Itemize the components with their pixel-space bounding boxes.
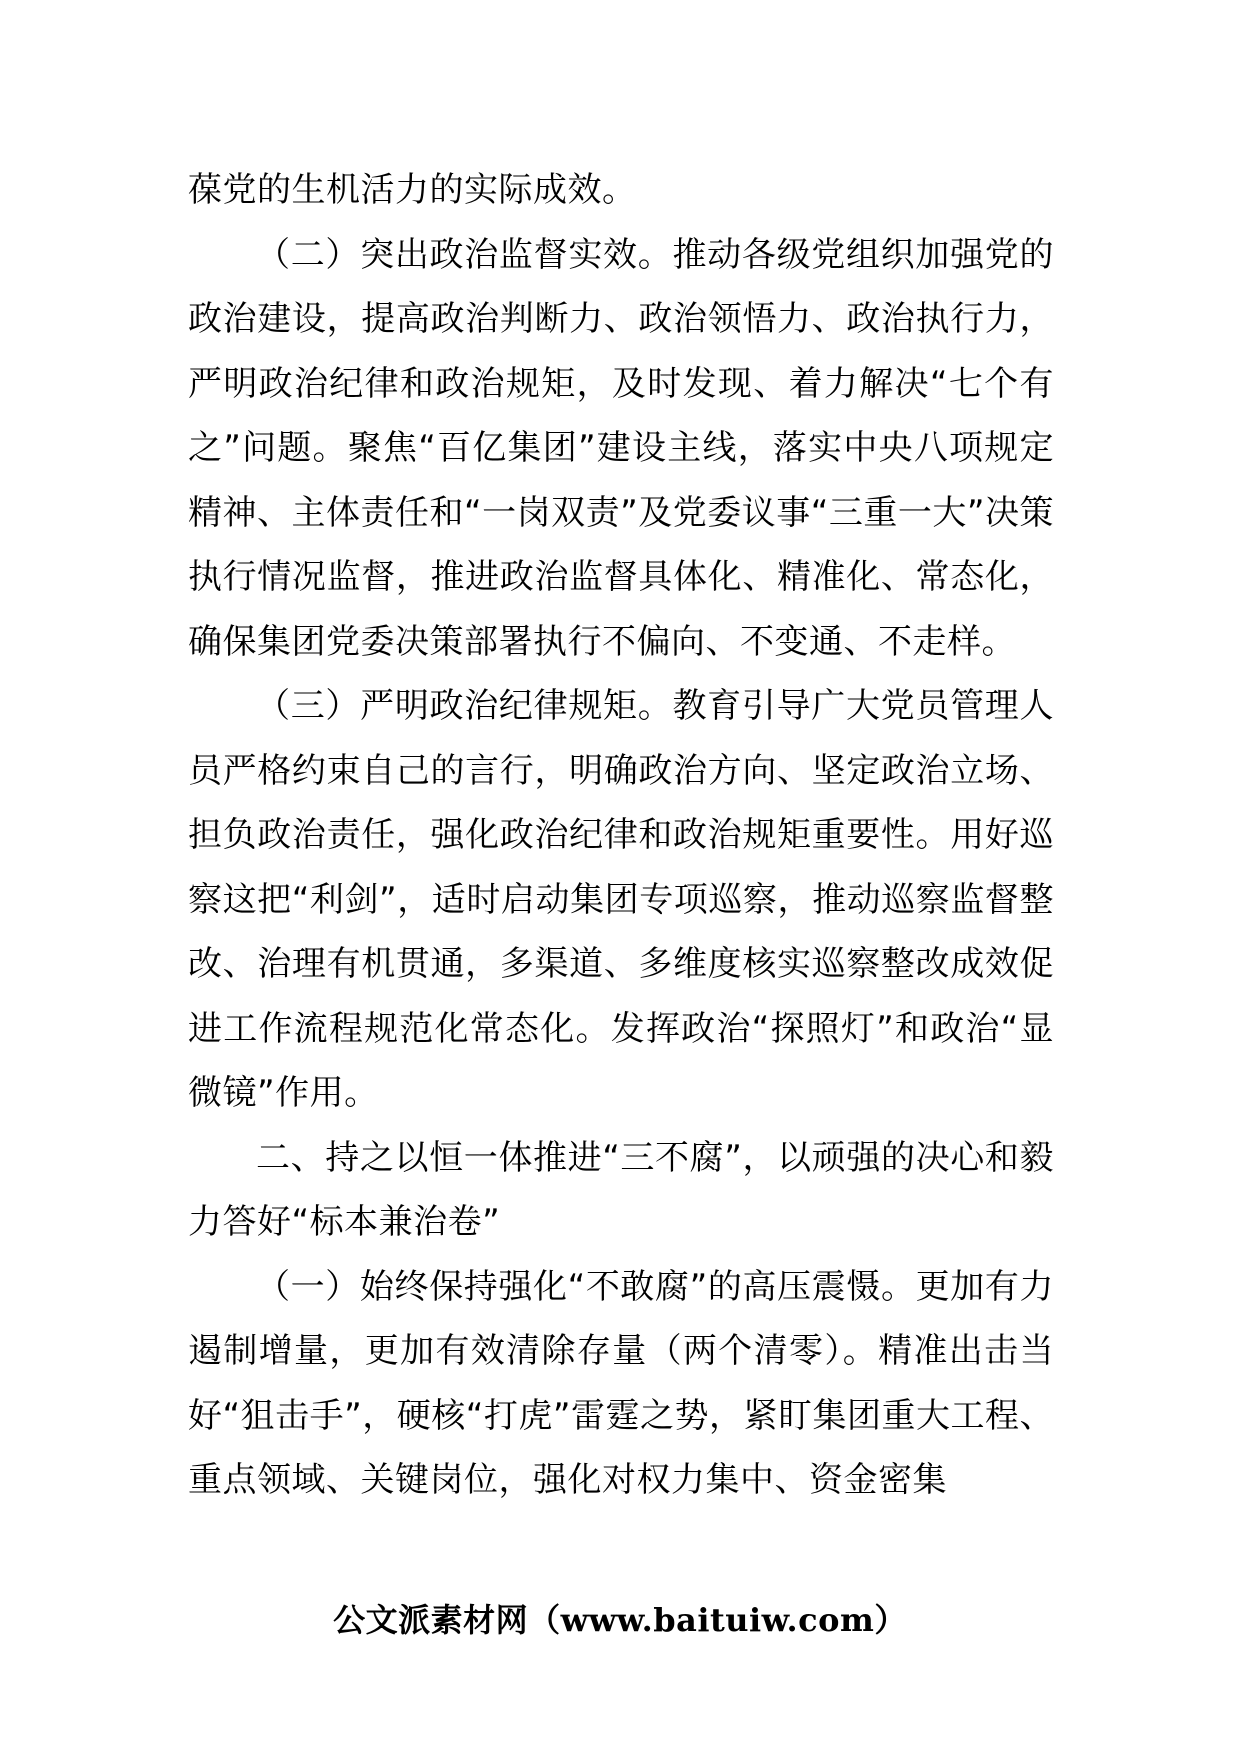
paragraph-political-discipline: （三）严明政治纪律规矩。教育引导广大党员管理人员严格约束自己的言行，明确政治方向、坚定政治立场、担负政治责任，强化政治纪律和政治规矩重要性。用好巡察这把“利剑”，适时启动集团专项巡察，推动巡察监督整改、治理有机贯通，多渠道、多维度核实巡察整改成效促进工作流程规范化常态化。发挥政治“探照灯”和政治“显微镜”作用。 <box>188 686 1054 1113</box>
section-heading-two: 二、持之以恒一体推进“三不腐”，以顽强的决心和毅力答好“标本兼治卷” <box>188 1137 1054 1242</box>
paragraph-dare-not-corrupt: （一）始终保持强化“不敢腐”的高压震慑。更加有力遏制增量，更加有效清除存量（两个清零）。精准出击当好“狙击手”，硬核“打虎”雷霆之势，紧盯集团重大工程、重点领域、关键岗位，强化对权力集中、资金密集 <box>188 1266 1054 1500</box>
paragraph-political-supervision: （二）突出政治监督实效。推动各级党组织加强党的政治建设，提高政治判断力、政治领悟力、政治执行力，严明政治纪律和政治规矩，及时发现、着力解决“七个有之”问题。聚焦“百亿集团”建设主线，落实中央八项规定精神、主体责任和“一岗双责”及党委议事“三重一大”决策执行情况监督，推进政治监督具体化、精准化、常态化，确保集团党委决策部署执行不偏向、不变通、不走样。 <box>188 234 1054 662</box>
watermark-footer: 公文派素材网（www.baituiw.com） <box>333 1601 907 1639</box>
paragraph-continuation: 葆党的生机活力的实际成效。 <box>188 170 637 210</box>
document-body <box>188 158 1054 1513</box>
